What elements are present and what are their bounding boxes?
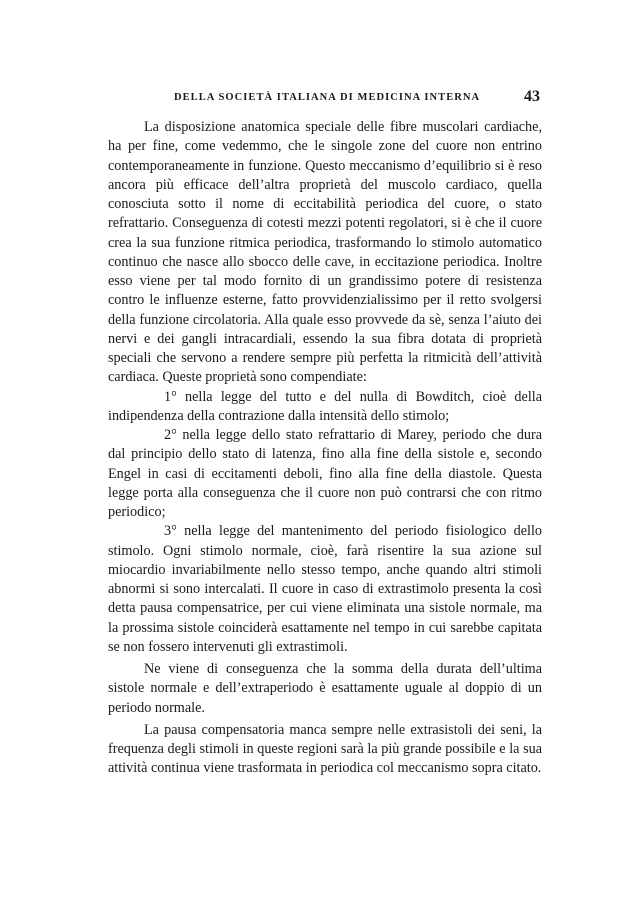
running-header (108, 88, 542, 108)
body-text (108, 118, 542, 779)
paragraph-law-2: 2° nella legge dello stato refrattario di Marey, periodo che dura dal principio dello stato di latenza, fino alla fine della sistole e, secondo Engel in casi di eccitamenti deboli, fino alla fine della diastole. Questa legge porta alla conseguenza che il cuore non può contrarsi che con ritmo periodico; (108, 427, 542, 520)
paragraph-law-1: 1° nella legge del tutto e del nulla di Bowditch, cioè della indipendenza della contrazione dalla intensità dello stimolo; (108, 388, 542, 424)
paragraph-intro: La disposizione anatomica speciale delle fibre muscolari cardiache, ha per fine, come vedemmo, che le singole zone del cuore non entrino contemporaneamente in funzione. Questo meccanismo d’equilibrio si è reso ancora più efficace dell’altra proprietà del muscolo cardiaco, quella conosciuta sotto il nome di eccitabilità periodica del cuore, o stato refrattario. Conseguenza di cotesti mezzi potenti regolatori, si è che il cuore crea la sua funzione ritmica periodica, trasformando lo stimolo automatico continuo che nasce allo sbocco delle cave, in eccitazione periodica. Inoltre esso viene per tal modo fornito di un grandissimo potere di resistenza contro le influenze esterne, fatto provvidenzialissimo per il retto svolgersi della funzione circolatoria. Alla quale esso provvede da sè, senza l’aiuto dei nervi e dei gangli intracardiali, essendo la sua fibra dotata di proprietà speciali che servono a rendere sempre più perfetta la ritmicità dell’attività cardiaca. Queste proprietà sono compendiate: (108, 119, 542, 386)
paragraph-law-3: 3° nella legge del mantenimento del periodo fisiologico dello stimolo. Ogni stimolo normale, cioè, farà risentire la sua azione sul miocardio invariabilmente nello stesso tempo, anche quando altri stimoli abnormi si sono intercalati. Il cuore in caso di extrastimolo presenta la così detta pausa compensatrice, per cui viene eliminata una sistole normale, ma la prossima sistole coinciderà esattamente nel tempo in cui sarebbe capitata se non fossero intervenuti gli extrastimoli. (108, 523, 542, 655)
running-header-title: DELLA SOCIETÀ ITALIANA DI MEDICINA INTERNA (174, 92, 481, 103)
page-number: 43 (524, 88, 540, 105)
paragraph-consequence: Ne viene di conseguenza che la somma della durata dell’ultima sistole normale e dell’extraperiodo è esattamente uguale al doppio di un periodo normale. (108, 661, 542, 716)
paragraph-compensatory-pause: La pausa compensatoria manca sempre nelle extrasistoli dei seni, la frequenza degli stimoli in queste regioni sarà la più grande possibile e la sua attività continua viene trasformata in periodica col meccanismo sopra citato. (108, 721, 542, 777)
